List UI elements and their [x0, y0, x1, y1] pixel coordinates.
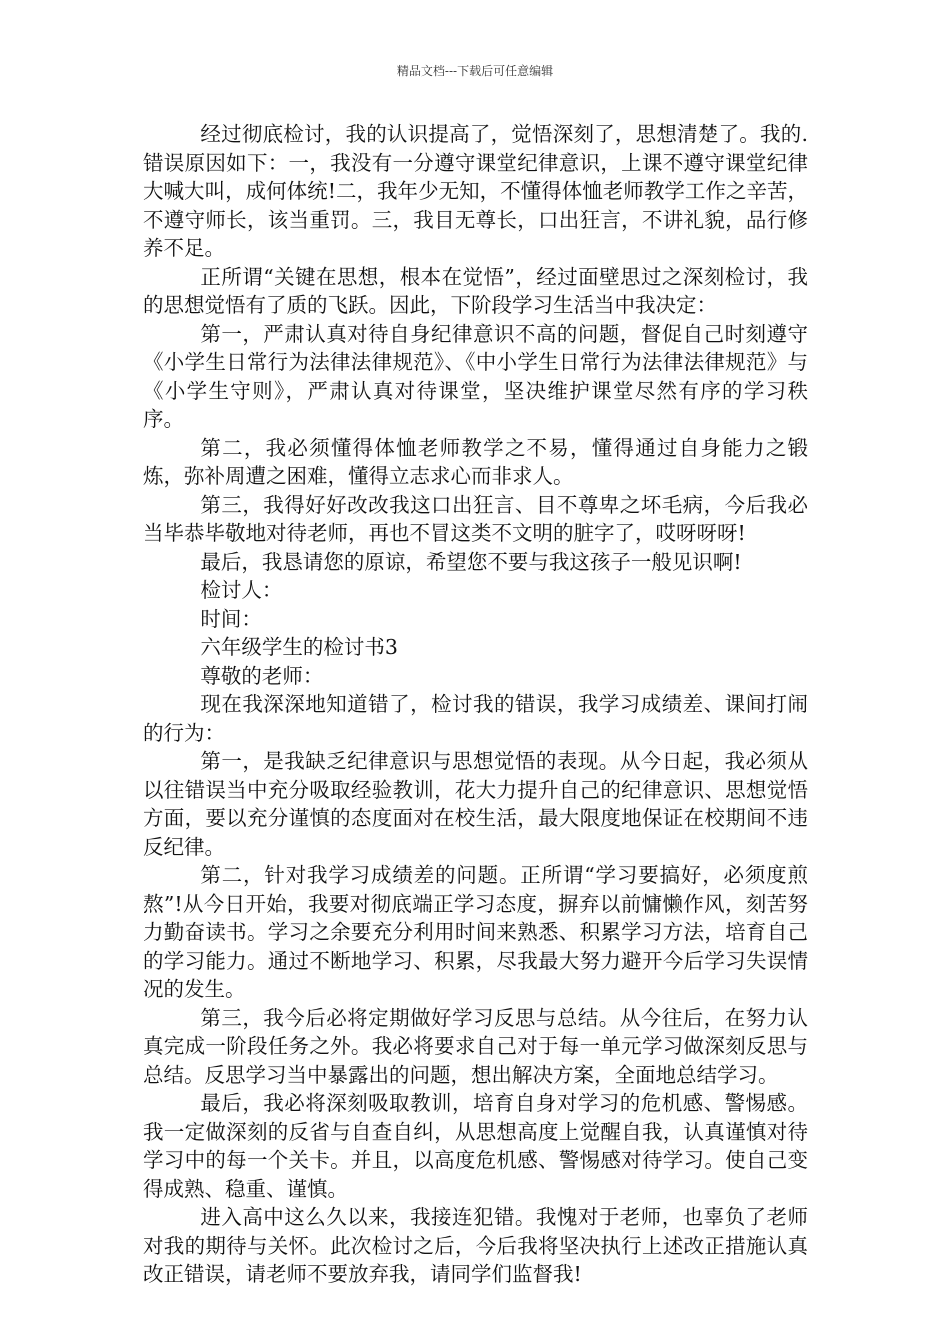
paragraph: 经过彻底检讨，我的认识提高了，觉悟深刻了，思想清楚了。我的.错误原因如下：一，我没有一分遵守课堂纪律意识，上课不遵守课堂纪律大喊大叫，成何体统!二，我年少无知，不懂得体恤老师教学工作之辛苦，不遵守师长，该当重罚。三，我目无尊长，口出狂言，不讲礼貌，品行修养不足。 — [143, 122, 808, 260]
salutation: 尊敬的老师： — [200, 663, 324, 688]
paragraph: 现在我深深地知道错了，检讨我的错误，我学习成绩差、课间打闹的行为： — [143, 692, 808, 745]
section-title: 六年级学生的检讨书3 — [200, 635, 398, 659]
signature-label: 检讨人： — [200, 578, 283, 602]
paragraph: 进入高中这么久以来，我接连犯错。我愧对于老师，也辜负了老师对我的期待与关怀。此次检讨之后，今后我将坚决执行上述改正措施认真改正错误，请老师不要放弃我，请同学们监督我! — [143, 1205, 808, 1286]
paragraph: 第一，是我缺乏纪律意识与思想觉悟的表现。从今日起，我必须从以往错误当中充分吸取经验教训，花大力提升自己的纪律意识、思想觉悟方面，要以充分谨慎的态度面对在校生活，最大限度地保证在校期间不违反纪律。 — [143, 749, 808, 859]
paragraph: 最后，我必将深刻吸取教训，培育自身对学习的危机感、警惕感。我一定做深刻的反省与自查自纠，从思想高度上觉醒自我，认真谨慎对待学习中的每一个关卡。并且，以高度危机感、警惕感对待学习。使自己变得成熟、稳重、谨慎。 — [143, 1091, 808, 1201]
paragraph: 最后，我恳请您的原谅，希望您不要与我这孩子一般见识啊! — [200, 549, 742, 574]
paragraph: 第二，我必须懂得体恤老师教学之不易，懂得通过自身能力之锻炼，弥补周遭之困难，懂得立志求心而非求人。 — [143, 435, 808, 488]
document-body — [143, 120, 808, 1289]
paragraph: 正所谓“关键在思想，根本在觉悟”，经过面壁思过之深刻检讨，我的思想觉悟有了质的飞跃。因此，下阶段学习生活当中我决定： — [143, 264, 808, 317]
page-header: 精品文档---下载后可任意编辑 — [396, 64, 554, 78]
paragraph: 第三，我今后必将定期做好学习反思与总结。从今往后，在努力认真完成一阶段任务之外。我必将要求自己对于每一单元学习做深刻反思与总结。反思学习当中暴露出的问题，想出解决方案，全面地总结学习。 — [143, 1005, 808, 1087]
paragraph: 第三，我得好好改改我这口出狂言、目不尊卑之坏毛病，今后我必当毕恭毕敬地对待老师，再也不冒这类不文明的脏字了，哎呀呀呀! — [143, 492, 808, 545]
paragraph: 第一，严肃认真对待自身纪律意识不高的问题，督促自己时刻遵守《小学生日常行为法律法律规范》、《中小学生日常行为法律法律规范》与《小学生守则》，严肃认真对待课堂，坚决维护课堂尽然有序的学习秩序。 — [143, 321, 808, 431]
paragraph: 第二，针对我学习成绩差的问题。正所谓“学习要搞好，必须度煎熬”!从今日开始，我要对彻底端正学习态度，摒弃以前慵懒作风，刻苦努力勤奋读书。学习之余要充分利用时间来熟悉、积累学习方法，培育自己的学习能力。通过不断地学习、积累，尽我最大努力避开今后学习失误情况的发生。 — [143, 863, 808, 1001]
date-label: 时间： — [200, 606, 262, 631]
